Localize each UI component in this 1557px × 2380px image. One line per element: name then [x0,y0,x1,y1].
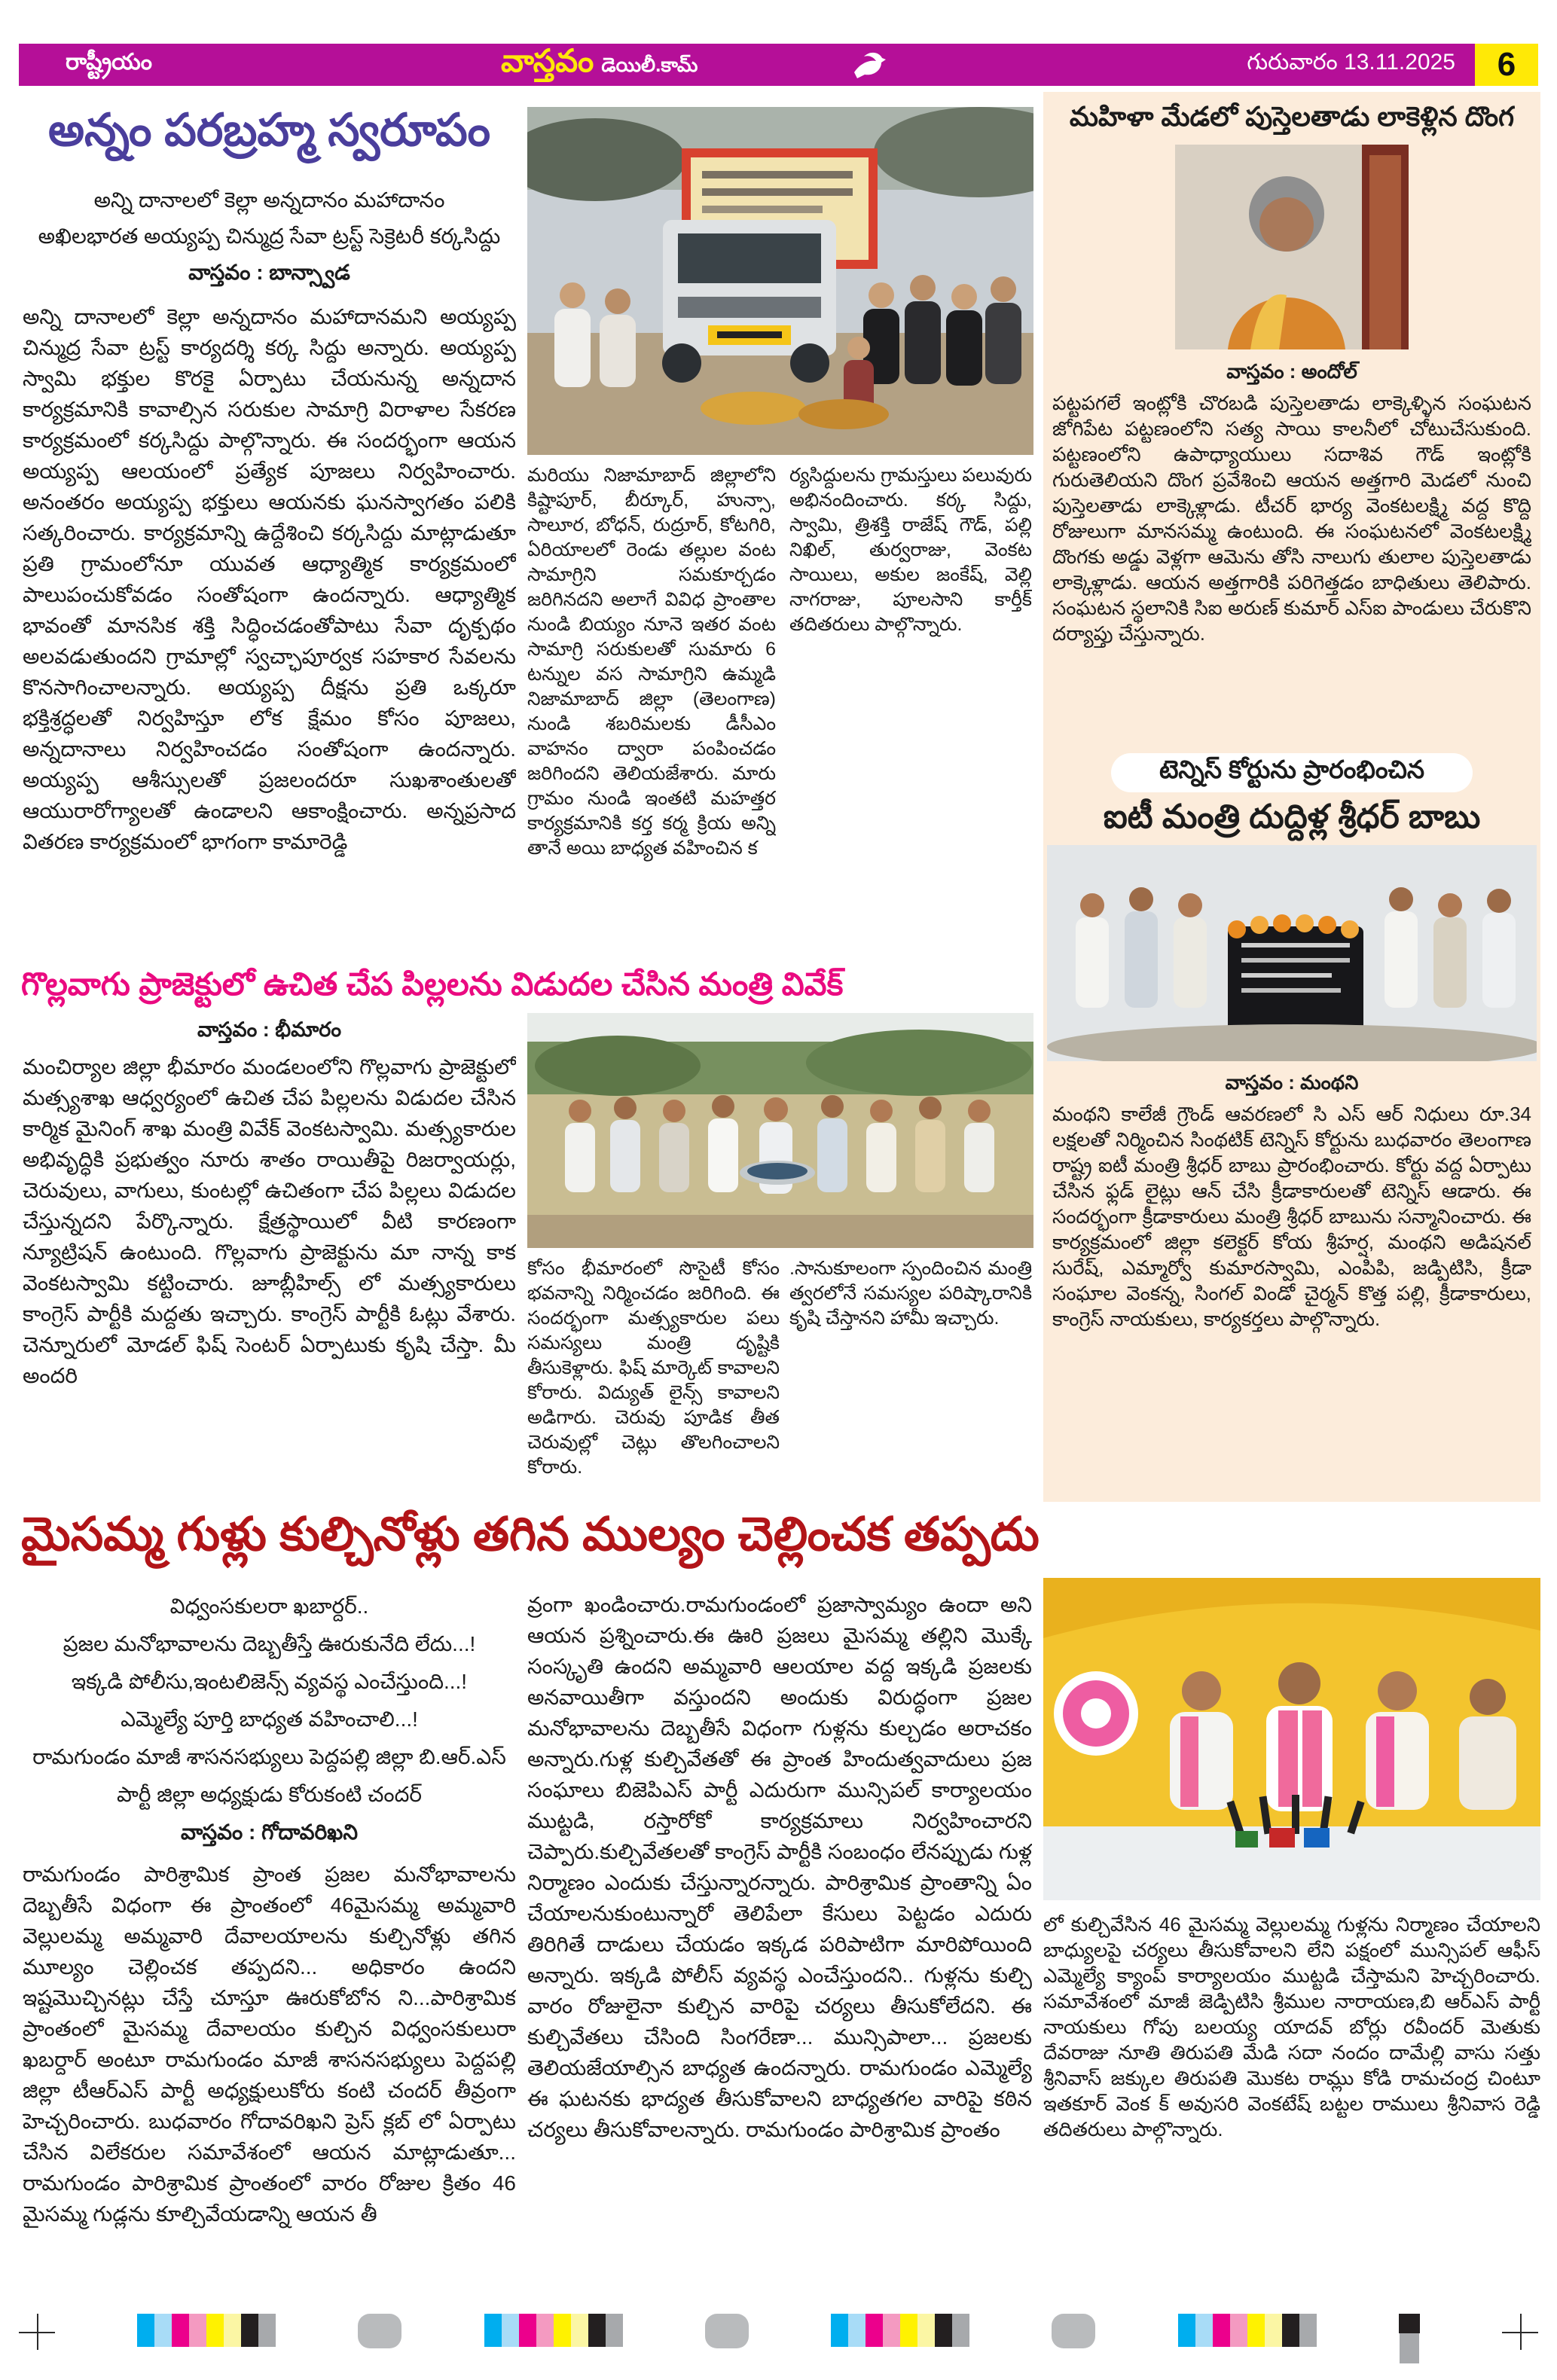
thief-body: పట్టపగలే ఇంట్లోకి చొరబడి పుస్తెలతాడు లాక్కెళ్ళిన సంఘటన జోగిపేట పట్టణంలోని సత్య సాయి కాలనీలో చోటుచేసుకుంది. పట్టణంలోని ఉపాధ్యాయులు సదాశివ గౌడ్ ఇంట్లోకి గురుతెలియని దొంగ ప్రవేశించి ఆయన అత్తగారి మెడలో నుంచి పుస్తెలతాడు లాక్కెళ్లాడు. టీచర్ భార్య వెంకటలక్ష్మి వద్ద కొద్ది రోజులుగా మానసమ్మ ఉంటుంది. ఈ సంఘటనలో వెంకటలక్ష్మి దొంగకు అడ్డు వెళ్లగా ఆమెను తోసి నాలుగు తులాల పుస్తెలతాడు లాక్కెళ్లాడు. ఆయన అత్తగారికి పరిగెత్తడం బాధితులు తెలిపారు. సంఘటన స్థలానికి సిఐ అరుణ్ కుమార్ ఎస్ఐ పాండులు చేరుకొని దర్యాప్తు చేస్తున్నారు. [1052,392,1531,645]
anndanam-headline: అన్నం పరబ్రహ్మ స్వరూపం [47,105,491,155]
press-conference-photo [1043,1578,1540,1900]
thief-headline: మహిళా మేడలో పుస్తెలతాడు లాకెళ్లిన దొంగ [1069,101,1515,132]
tennis-kicker: టెన్నిస్ కోర్టును ప్రారంభించిన [1111,753,1473,792]
mysamma-deck [19,1588,520,1853]
registration-crosshair [1502,2314,1538,2350]
gray-calibration-pill [705,2314,749,2348]
registration-block [1399,2314,1420,2363]
byline-line: పార్టీ జిల్లా అధ్యక్షుడు కోరుకంటి చందర్ [117,1783,422,1806]
deck-line: ఎమ్మెల్యే పూర్తి బాధ్యత వహించాలి...! [121,1707,418,1731]
cmyk-color-bar [831,2314,969,2347]
brand-suffix: డెయిలీ.కామ్ [601,53,698,76]
tennis-body: మంథని కాలేజీ గ్రౌండ్ ఆవరణలో సి ఎస్ ఆర్ నిధులు రూ.34 లక్షలతో నిర్మించిన సింథటిక్ టెన్నిస్ కోర్టును బుధవారం తెలంగాణ రాష్ట్ర ఐటీ మంత్రి శ్రీధర్ బాబు ప్రారంభించారు. కోర్టు వద్ద ఏర్పాటు చేసిన ఫ్లడ్ లైట్లు ఆన్ చేసి క్రీడాకారులతో టెన్నిస్ ఆడారు. ఈ సందర్భంగా క్రీడాకారులు మంత్రి శ్రీధర్ బాబును సన్మానించారు. ఈ కార్యక్రమంలో జిల్లా కలెక్టర్ కోయ శ్రీహర్ష, మంథని అడిషనల్ సురేష్, ఎమ్మార్వో కుమారస్వామి, ఎంపిపి, జడ్పిటిసి, క్రీడా సంఘాల వెంకన్న, సింగల్ విండో చైర్మన్ కొత్త పల్లి, క్రీడాకారులు, కాంగ్రెస్ నాయకులు, కార్యకర్తలు పాల్గొన్నారు. [1052,1103,1531,1330]
anndanam-dateline: వాస్తవం : బాన్స్వాడ [188,261,350,284]
fish-body-col2: కోసం భీమారంలో సొసైటీ కోసం భవనాన్ని నిర్మించడం జరిగింది. ఈ సందర్భంగా మత్స్యకారుల పలు సమస్యలు మంత్రి దృష్టికి తీసుకెళ్లారు. ఫిష్ మార్కెట్ కావాలని కోరారు. విద్యుత్ లైన్స్ కావాలని అడిగారు. చెరువు పూడిక తీత చెరువుల్లో చెట్లు తొలగించాలని కోరారు. [527,1258,780,1478]
fish-release-photo [527,1013,1033,1248]
masthead-bar [19,44,1538,86]
anndanam-body: అన్ని దానాలలో కెల్లా అన్నదానం మహాదానమని అయ్యప్ప చిన్ముద్ర సేవా ట్రస్ట్ కార్యదర్శి కర్క సిద్దు అన్నారు. అయ్యప్ప స్వామి భక్తుల కొరకై ఏర్పాటు చేయనున్న అన్నదాన కార్యక్రమానికి కావాల్సిన సరుకుల సామాగ్రి విరాళాల సేకరణ కార్యక్రమంలో కర్కసిద్దు పాల్గొన్నారు. ఈ సందర్భంగా ఆయన అయ్యప్ప ఆలయంలో ప్రత్యేక పూజలు నిర్వహించారు. అనంతరం అయ్యప్ప భక్తులు ఆయనకు ఘనస్వాగతం పలికి సత్కరించారు. కార్యక్రమాన్ని ఉద్దేశించి కర్కసిద్దు మాట్లాడుతూ ప్రతి గ్రామంలోనూ యువత ఆధ్యాత్మిక కార్యక్రమంలో పాలుపంచుకోవడం సంతోషంగా ఉందన్నారు. ఆధ్యాత్మిక భావంతో మానసిక శక్తి సిద్ధించడంతోపాటు సేవా దృక్పథం అలవడుతుందని గ్రామాల్లో స్వచ్ఛాపూర్వక సహకార సేవలను కొనసాగించాలన్నారు. అయ్యప్ప దీక్షను ప్రతి ఒక్కరూ భక్తిశ్రద్ధలతో నిర్వహిస్తూ లోక క్షేమం కోసం పూజలు, అన్నదానాలు నిర్వహించడం సంతోషంగా ఉందన్నారు. అయ్యప్ప ఆశీస్సులతో ప్రజలందరూ సుఖశాంతులతో ఆయురారోగ్యాలతో ఉండాలని ఆకాంక్షించారు. అన్నప్రసాద వితరణ కార్యక్రమంలో భాగంగా కామారెడ్డి [23,305,516,853]
cmyk-color-bar [1178,2314,1317,2347]
gray-calibration-pill [358,2314,401,2348]
deck-line: అఖిలభారత అయ్యప్ప చిన్ముద్ర సేవా ట్రస్ట్ సెక్రెటరీ కర్కసిద్దు [38,224,501,248]
fish-body-col3: .సానుకూలంగా స్పందించిన మంత్రి త్వరలోనే సమస్యల పరిష్కారానికి కృషి చేస్తానని హామీ ఇచ్చారు. [789,1258,1032,1329]
tennis-dateline: వాస్తవం : మంథని [1225,1071,1359,1094]
anndanam-body-col3: ర్యసిద్దులను గ్రామస్తులు పలువురు అభినందించారు. కర్క సిద్దు, స్వామి, త్రిశక్తి రాజేష్ గౌడ్, పల్లి నిఖిల్, తుర్వరాజు, వెంకట సాయిలు, అకుల జంకేష్, వెల్లి నాగరాజు, పూలసాని కార్తీక్ తదితరులు పాల్గొన్నారు. [789,465,1032,635]
brand-name: వాస్తవం [501,42,594,78]
deck-line: అన్ని దానాలలో కెల్లా అన్నదానం మహాదానం [93,188,445,212]
cmyk-color-bar [137,2314,276,2347]
mysamma-dateline: వాస్తవం : గోదావరిఖని [181,1820,358,1844]
deck-line: ఇక్కడి పోలీసు,ఇంటలిజెన్స్ వ్యవస్థ ఎంచేస్తుంది...! [71,1670,468,1693]
fish-dateline: వాస్తవం : భీమారం [197,1018,342,1041]
registration-crosshair [19,2314,55,2350]
mysamma-headline: మైసమ్మ గుళ్లు కుల్చినోళ్లు తగిన ముల్యం చెల్లించక తప్పదు [21,1509,1040,1561]
victim-portrait-photo [1175,145,1409,349]
anndanam-photo [527,107,1033,455]
edition-date: గురువారం 13.11.2025 [1247,49,1455,75]
deck-line: ప్రజల మనోభావాలను దెబ్బతీస్తే ఊరుకునేది లేదు...! [63,1632,476,1655]
tennis-headline: ఐటీ మంత్రి దుద్దిళ్ల శ్రీధర్ బాబు [1103,798,1481,835]
sidebar-panel [1043,92,1540,1502]
dove-icon [851,50,886,84]
mysamma-body-mid: వ్రంగా ఖండించారు.రామగుండంలో ప్రజాస్వామ్యం ఉందా అని ఆయన ప్రశ్నించారు.ఈ ఊరి ప్రజలు మైసమ్మ తల్లిని మొక్కే సంస్కృతి ఉందని అమ్మవారి ఆలయాల వద్ద ఇక్కడి ప్రజలకు అనవాయితీగా వస్తుందని అందుకు విరుద్ధంగా ప్రజల మనోభావాలను దెబ్బతీసే విధంగా గుళ్లను కుల్చడం అరాచకం అన్నారు.గుళ్ల కుల్చివేతతో ఈ ప్రాంత హిందుత్వవాదులు ప్రజ సంఘాలు బిజెపిఎస్ పార్టీ ఎదురుగా మున్సిపల్ కార్యాలయం ముట్టడి, రస్తారోకో కార్యక్రమాలు నిర్వహించారని చెప్పారు.కుల్చివేతలతో కాంగ్రెస్ పార్టీకి సంబంధం లేనప్పుడు గుళ్ల నిర్మాణం ఎందుకు చేస్తున్నారన్నారు. పారిశ్రామిక ప్రాంతాన్ని ఏం చేయాలనుకుంటున్నారో తెలిపేలా కేసులు పెట్టడం ఎదురు తిరిగితే దాడులు చేయడం ఇక్కడ పరిపాటిగా మారిపోయింది అన్నారు. ఇక్కడి పోలీస్ వ్యవస్థ ఎంచేస్తుందని.. గుళ్లను కుల్చి వారం రోజులైనా కుల్చిన వారిపై చర్యలు తీసుకోలేదని. ఈ కుల్చివేతలు చేసింది సింగరేణా... మున్సిపాలా... ప్రజలకు తెలియజేయాల్సిన బాధ్యత ఉందన్నారు. రామగుండం ఎమ్మెల్యే ఈ ఘటనకు భాద్యత తీసుకోవాలని బాధ్యతగల వారిపై కఠిన చర్యలు తీసుకోవాలన్నారు. రామగుండం పారిశ్రామిక ప్రాంతం [527,1593,1032,2141]
mysamma-body-right: లో కుల్చివేసిన 46 మైసమ్మ వెల్లులమ్మ గుళ్లను నిర్మాణం చేయాలని బాధ్యులపై చర్యలు తీసుకోవాలని లేని పక్షంలో మున్సిపల్ ఆఫీస్ ఎమ్మెల్యే క్యాంప్ కార్యాలయం ముట్టడి చేస్తామని హెచ్చరించారు. సమావేశంలో మాజీ జెడ్పిటిసి శ్రీముల నారాయణ,బి ఆర్ఎస్ పార్టీ నాయకులు గోపు బలయ్య యాదవ్ బోర్లు రవీందర్ మెతుకు దేవరాజు నూతి తిరుపతి మేడి సదా నందం దామేల్లి వాసు సత్తు శ్రీనివాస్ జక్కుల తిరుపతి మొకట రామ్లు కోడి రామచంద్ర చింటూ ఇతకూర్ వెంక క్ అవుసరి వెంకటేష్ బట్టల రాములు శ్రీనివాస రెడ్డి తదితరులు పాల్గొన్నారు. [1043,1913,1540,2140]
section-label: రాష్ట్రీయం [66,49,152,75]
brand [501,43,698,87]
anndanam-deck [19,182,520,297]
tennis-inauguration-photo [1047,845,1537,1061]
fish-headline: గొల్లవాగు ప్రాజెక్టులో ఉచిత చేప పిల్లలను విడుదల చేసిన మంత్రి వివేక్ [21,966,844,1002]
cmyk-color-bar [484,2314,623,2347]
byline-line: రామగుండం మాజీ శాసనసభ్యులు పెద్దపల్లి జిల్లా బి.ఆర్.ఎస్ [32,1745,506,1768]
fish-body: మంచిర్యాల జిల్లా భీమారం మండలంలోని గొల్లవాగు ప్రాజెక్టులో మత్స్యశాఖ ఆధ్వర్యంలో ఉచిత చేప పిల్లలను విడుదల చేసిన కార్మిక మైనింగ్ శాఖ మంత్రి వివేక్ వెంకటస్వామి. మత్స్యకారుల అభివృద్ధికి ప్రభుత్వం నూరు శాతం రాయితీపై రిజర్వాయర్లు, చెరువులు, వాగులు, కుంటల్లో ఉచితంగా చేప పిల్లలు విడుదల చేస్తున్నదని పేర్కొన్నారు. క్షేత్రస్థాయిలో వీటి కారణంగా న్యూట్రిషన్ ఉంటుంది. గొల్లవాగు ప్రాజెక్టును మా నాన్న కాక వెంకటస్వామి కట్టించారు. జూబ్లీహిల్స్ లో మత్స్యకారులు కాంగ్రెస్ పార్టీకి మద్దతు ఇచ్చారు. కాంగ్రెస్ పార్టీకి ఓట్లు వేశారు. చెన్నూరులో మోడల్ ఫిష్ సెంటర్ ఏర్పాటుకు కృషి చేస్తా. మీ అందరి [23,1055,516,1387]
page-number: 6 [1475,44,1538,86]
mysamma-body-left: రామగుండం పారిశ్రామిక ప్రాంత ప్రజల మనోభావాలను దెబ్బతీసే విధంగా ఈ ప్రాంతంలో 46మైసమ్మ అమ్మవారి వెల్లులమ్మ అమ్మవారి దేవాలయాలను కుల్చినోళ్లు తగిన మూల్యం చెల్లించక తప్పదని... అధికారం ఉందని ఇష్టమొచ్చినట్లు చేస్తే చూస్తూ ఊరుకోబోన ని...పారిశ్రామిక ప్రాంతంలో మైసమ్మ దేవాలయం కుల్చిన విధ్వంసకులురా ఖబర్దార్ అంటూ రామగుండం మాజీ శాసనసభ్యులు పెద్దపల్లి జిల్లా టీఆర్ఎస్ పార్టీ అధ్యక్షులుకోరు కంటి చందర్ తీవ్రంగా హెచ్చరించారు. బుధవారం గోదావరిఖని ప్రెస్ క్లబ్ లో ఏర్పాటు చేసిన విలేకరుల సమావేశంలో ఆయన మాట్లాడుతూ... రామగుండం పారిశ్రామిక ప్రాంతంలో వారం రోజుల క్రితం 46 మైసమ్మ గుడ్లను కూల్చివేయడాన్ని ఆయన తీ [23,1863,516,2226]
gray-calibration-pill [1052,2314,1095,2348]
thief-dateline: వాస్తవం : అందోల్ [1226,360,1357,383]
deck-line: విధ్వంసకులరా ఖబార్దర్.. [169,1594,369,1618]
print-marks-strip [19,2314,1538,2359]
anndanam-body-col2: మరియు నిజామాబాద్ జిల్లాలోని కిష్టాపూర్, బీర్కూర్, హున్సా, సాలూర, బోధన్, రుద్రూర్, కోటగిరి, ఏరియాలలో రెండు తల్లుల వంట సామాగ్రిని సమకూర్చడం జరిగినదని అలాగే వివిధ ప్రాంతాల నుండి బియ్యం నూనె ఇతర వంట సామాగ్రి సరుకులతో సుమారు 6 టన్నుల వస సామాగ్రిని ఉమ్మడి నిజామాబాద్ జిల్లా (తెలంగాణ) నుండి శబరిమలకు డీసీఎం వాహనం ద్వారా పంపించడం జరిగిందని తెలియజేశారు. మారు గ్రామం నుండి ఇంతటి మహత్తర కార్యక్రమానికి కర్త కర్మ క్రియ అన్ని తానే అయి బాధ్యత వహించిన క [527,465,776,859]
